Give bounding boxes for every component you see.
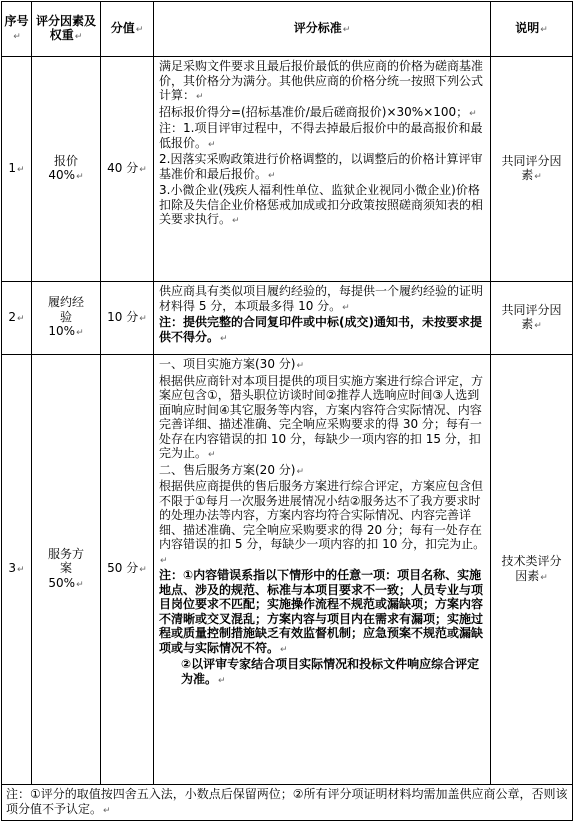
paragraph-mark-icon: ↵ bbox=[296, 466, 304, 477]
header-criteria: 评分标准↵ bbox=[154, 2, 491, 57]
header-row bbox=[2, 2, 573, 57]
paragraph-mark-icon: ↵ bbox=[76, 172, 84, 182]
row-score: 10 分↵ bbox=[101, 282, 154, 355]
criteria-note: 注：①内容错误系指以下情形中的任意一项：项目名称、实施地点、涉及的规范、标准与本项目要求不一致；人员专业与项目岗位要求不匹配；实施操作流程不规范或漏缺项；方案内容不清晰或交叉混乱；方案内容与项目内在需求有漏项；实施过程或质量控制措施缺乏有效监督机制；应急预案不规范或漏缺项或与实际情况不符。↵ bbox=[159, 568, 484, 655]
row-factor: 报价 40%↵ bbox=[32, 57, 101, 282]
paragraph-mark-icon: ↵ bbox=[296, 361, 304, 371]
scoring-table bbox=[1, 1, 573, 821]
row-no: 3↵ bbox=[2, 355, 32, 785]
criteria-paragraph: 一、项目实施方案(30 分)↵ bbox=[159, 357, 304, 371]
header-factor: 评分因素及权重↵ bbox=[32, 2, 101, 57]
criteria-paragraph: 2.因落实采购政策进行价格调整的，以调整后的价格计算评审基准价和最后报价。↵ bbox=[159, 152, 483, 181]
paragraph-mark-icon: ↵ bbox=[160, 555, 168, 566]
paragraph-mark-icon: ↵ bbox=[342, 302, 350, 313]
row-score: 50 分↵ bbox=[101, 355, 154, 785]
paragraph-mark-icon: ↵ bbox=[220, 333, 228, 344]
paragraph-mark-icon: ↵ bbox=[135, 24, 144, 35]
paragraph-mark-icon: ↵ bbox=[218, 675, 226, 686]
row-no: 2↵ bbox=[2, 282, 32, 355]
table-row bbox=[2, 282, 573, 355]
row-score: 40 分↵ bbox=[101, 57, 154, 282]
footnote-row bbox=[2, 785, 573, 821]
table-row bbox=[2, 355, 573, 785]
paragraph-mark-icon: ↵ bbox=[139, 164, 147, 175]
row-criteria bbox=[154, 355, 491, 785]
header-score: 分值↵ bbox=[101, 2, 154, 57]
paragraph-mark-icon: ↵ bbox=[74, 32, 83, 42]
paragraph-mark-icon: ↵ bbox=[342, 24, 351, 35]
row-remark: 共同评分因素↵ bbox=[491, 57, 573, 282]
row-remark: 技术类评分因素↵ bbox=[491, 355, 573, 785]
paragraph-mark-icon: ↵ bbox=[17, 164, 25, 175]
paragraph-mark-icon: ↵ bbox=[232, 216, 240, 226]
paragraph-mark-icon: ↵ bbox=[76, 579, 84, 590]
paragraph-mark-icon: ↵ bbox=[540, 24, 548, 35]
criteria-paragraph: 根据供应商提供的售后服务方案进行综合评定，方案应包含但不限于①每月一次服务进展情况小结②服务达不了我方要求时的处理办法等内容，方案内容均符合实际情况、内容完善详细、描述准确、完全响应采购要求的得 20 分；每有一处存在内容错误的扣 5 分，每缺少一项内容的扣 10 分，扣完为止。↵ bbox=[159, 479, 486, 566]
paragraph-mark-icon: ↵ bbox=[469, 108, 477, 119]
row-criteria bbox=[154, 57, 491, 282]
header-remark: 说明↵ bbox=[491, 2, 573, 57]
header-no: 序号↵ bbox=[2, 2, 32, 57]
paragraph-mark-icon: ↵ bbox=[76, 328, 84, 339]
paragraph-mark-icon: ↵ bbox=[139, 565, 147, 576]
row-factor: 履约经验 10%↵ bbox=[32, 282, 101, 355]
row-no: 1↵ bbox=[2, 57, 32, 282]
paragraph-mark-icon: ↵ bbox=[103, 805, 111, 816]
criteria-paragraph: 供应商具有类似项目履约经验的，每提供一个履约经验的证明材料得 5 分，本项最多得 10 分。↵ bbox=[159, 284, 484, 313]
paragraph-mark-icon: ↵ bbox=[13, 32, 21, 42]
criteria-paragraph: 注：1.项目评审过程中，不得去掉最后报价中的最高报价和最低报价。↵ bbox=[159, 121, 483, 150]
paragraph-mark-icon: ↵ bbox=[208, 139, 216, 150]
row-remark: 共同评分因素↵ bbox=[491, 282, 573, 355]
row-factor: 服务方案 50%↵ bbox=[32, 355, 101, 785]
paragraph-mark-icon: ↵ bbox=[196, 92, 204, 102]
paragraph-mark-icon: ↵ bbox=[139, 313, 147, 324]
paragraph-mark-icon: ↵ bbox=[534, 172, 542, 182]
criteria-note: 注：提供完整的合同复印件或中标(成交)通知书，未按要求提供不得分。↵ bbox=[159, 315, 482, 344]
criteria-paragraph: 满足采购文件要求且最后报价最低的供应商的价格为磋商基准价，其价格分为满分。其他供应商的价格分统一按照下列公式计算：↵ bbox=[159, 59, 484, 102]
criteria-paragraph: 3.小微企业(残疾人福利性单位、监狱企业视同小微企业)价格扣除及失信企业价格惩戒加成或扣分政策按照磋商须知表的相关要求执行。↵ bbox=[159, 183, 484, 226]
paragraph-mark-icon: ↵ bbox=[280, 644, 288, 655]
paragraph-mark-icon: ↵ bbox=[17, 313, 25, 324]
paragraph-mark-icon: ↵ bbox=[268, 170, 276, 181]
paragraph-mark-icon: ↵ bbox=[534, 321, 542, 331]
table-row bbox=[2, 57, 573, 282]
paragraph-mark-icon: ↵ bbox=[208, 450, 216, 460]
criteria-paragraph: 根据供应商针对本项目提供的项目实施方案进行综合评定，方案应包含①，猎头职位访谈时间②推荐人选响应时间③人选到面响应时间④其它服务等内容，方案内容符合实际情况、内容完善详细、描述准确、完全响应采购要求的得 30 分；每有一处存在内容错误的扣 10 分，每缺少一项内容的扣 15 分，扣完为止。↵ bbox=[159, 373, 484, 460]
criteria-note: ②以评审专家结合项目实际情况和投标文件响应综合评定为准。↵ bbox=[181, 657, 480, 686]
paragraph-mark-icon: ↵ bbox=[17, 565, 25, 576]
paragraph-mark-icon: ↵ bbox=[540, 572, 548, 583]
criteria-paragraph: 招标报价得分=(招标基准价/最后磋商报价)×30%×100；↵ bbox=[159, 104, 477, 119]
footnote: 注：①评分的取值按四舍五入法，小数点后保留两位；②所有评分项证明材料均需加盖供应商公章，否则该项分值不予认定。↵ bbox=[2, 785, 573, 821]
criteria-paragraph: 二、售后服务方案(20 分)↵ bbox=[159, 462, 304, 477]
row-criteria bbox=[154, 282, 491, 355]
